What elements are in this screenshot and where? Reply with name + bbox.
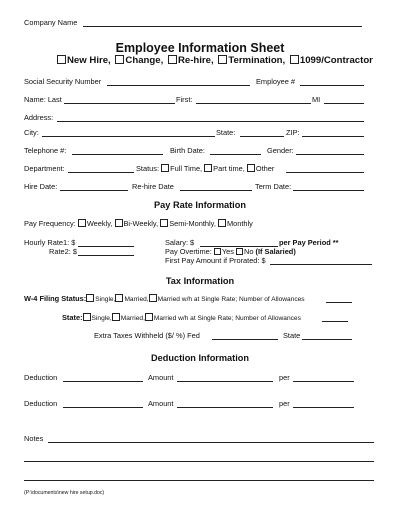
rate2-field[interactable] xyxy=(78,255,134,256)
semimonthly-label: Semi-Monthly, xyxy=(169,219,216,228)
salary-label: Salary: $ xyxy=(165,238,195,247)
if-salaried-label: (If Salaried) xyxy=(255,247,296,256)
term-date-field[interactable] xyxy=(293,190,364,191)
state-allowances-field[interactable] xyxy=(322,321,348,322)
w4-single-label: Single, xyxy=(95,296,116,303)
weekly-checkbox[interactable] xyxy=(78,219,86,227)
ssn-field[interactable] xyxy=(107,85,250,86)
middle-initial-field[interactable] xyxy=(324,103,364,104)
other-status-field[interactable] xyxy=(286,172,364,173)
amount1-field[interactable] xyxy=(177,381,273,382)
w4-single-checkbox[interactable] xyxy=(86,294,94,302)
monthly-checkbox[interactable] xyxy=(218,219,226,227)
semimonthly-checkbox[interactable] xyxy=(160,219,168,227)
state-filing-row xyxy=(62,313,301,324)
status-label: Status: xyxy=(136,164,160,173)
new-hire-checkbox[interactable] xyxy=(57,55,66,64)
notes-label: Notes xyxy=(24,434,44,443)
deduction2-label: Deduction xyxy=(24,399,58,408)
notes-line-1[interactable] xyxy=(48,442,374,443)
status-row xyxy=(136,164,274,174)
termination-label: Termination, xyxy=(228,55,286,66)
rate2-label: Rate2: $ xyxy=(49,247,77,256)
per1-label: per xyxy=(279,373,290,382)
state-label: State: xyxy=(216,128,236,137)
new-hire-label: New Hire, xyxy=(67,55,111,66)
term-date-label: Term Date: xyxy=(255,182,292,191)
telephone-field[interactable] xyxy=(72,154,163,155)
telephone-label: Telephone #: xyxy=(24,146,67,155)
rehire-date-label: Re-hire Date xyxy=(132,182,174,191)
zip-field[interactable] xyxy=(302,136,364,137)
other-checkbox[interactable] xyxy=(247,164,255,172)
hire-date-field[interactable] xyxy=(60,190,128,191)
state-married-single-rate-checkbox[interactable] xyxy=(145,313,153,321)
state-field[interactable] xyxy=(240,136,284,137)
department-field[interactable] xyxy=(68,172,134,173)
extra-state-field[interactable] xyxy=(302,339,352,340)
address-field[interactable] xyxy=(57,121,364,122)
employment-type-row xyxy=(57,55,373,66)
state-single-label: Single, xyxy=(91,315,112,322)
change-checkbox[interactable] xyxy=(115,55,124,64)
amount2-label: Amount xyxy=(148,399,174,408)
termination-checkbox[interactable] xyxy=(218,55,227,64)
gender-field[interactable] xyxy=(296,154,364,155)
rehire-date-field[interactable] xyxy=(180,190,252,191)
state-married-checkbox[interactable] xyxy=(112,313,120,321)
weekly-label: Weekly, xyxy=(86,219,113,228)
full-time-label: Full Time, xyxy=(170,164,203,173)
w4-allowances-field[interactable] xyxy=(326,302,352,303)
state-single-checkbox[interactable] xyxy=(83,313,91,321)
w4-married-checkbox[interactable] xyxy=(115,294,123,302)
hire-date-label: Hire Date: xyxy=(24,182,58,191)
city-field[interactable] xyxy=(42,136,215,137)
first-name-field[interactable] xyxy=(196,103,311,104)
pay-rate-heading: Pay Rate Information xyxy=(154,200,246,210)
gender-label: Gender: xyxy=(267,146,294,155)
rehire-label: Re-hire, xyxy=(177,55,214,66)
change-label: Change, xyxy=(125,55,164,66)
pay-overtime-label: Pay Overtime: xyxy=(165,247,212,256)
last-name-label: Name: Last xyxy=(24,95,62,104)
w4-married-single-rate-checkbox[interactable] xyxy=(149,294,157,302)
per2-label: per xyxy=(279,399,290,408)
full-time-checkbox[interactable] xyxy=(161,164,169,172)
state-married-single-rate-label: Married w/h at Single Rate; Number of Allowances xyxy=(153,315,301,322)
overtime-no-label: No xyxy=(244,247,254,256)
birth-date-label: Birth Date: xyxy=(170,146,205,155)
deduction-heading: Deduction Information xyxy=(151,353,249,363)
deduction1-label: Deduction xyxy=(24,373,58,382)
company-name-field[interactable] xyxy=(83,26,362,27)
address-label: Address: xyxy=(24,113,54,122)
amount1-label: Amount xyxy=(148,373,174,382)
first-name-label: First: xyxy=(176,95,193,104)
extra-state-label: State xyxy=(283,331,301,340)
state-filing-label: State: xyxy=(62,313,83,322)
deduction2-field[interactable] xyxy=(63,407,143,408)
department-label: Department: xyxy=(24,164,65,173)
pay-frequency-label: Pay Frequency: xyxy=(24,219,76,228)
extra-fed-field[interactable] xyxy=(212,339,278,340)
hourly-rate1-label: Hourly Rate1: $ xyxy=(24,238,76,247)
hourly-rate1-field[interactable] xyxy=(78,246,134,247)
company-name-label: Company Name xyxy=(24,18,78,27)
footer-file-path: (P:\documents\new hire setup.doc) xyxy=(24,490,105,496)
overtime-yes-label: Yes xyxy=(221,247,234,256)
overtime-no-checkbox[interactable] xyxy=(236,248,243,255)
city-label: City: xyxy=(24,128,39,137)
tax-heading: Tax Information xyxy=(165,276,235,286)
biweekly-checkbox[interactable] xyxy=(115,219,123,227)
birth-date-field[interactable] xyxy=(210,154,261,155)
per1-field[interactable] xyxy=(293,381,354,382)
page-title: Employee Information Sheet xyxy=(115,41,285,55)
employee-number-field[interactable] xyxy=(300,85,364,86)
deduction1-field[interactable] xyxy=(63,381,143,382)
monthly-label: Monthly xyxy=(226,219,253,228)
part-time-label: Part time, xyxy=(213,164,245,173)
notes-line-3[interactable] xyxy=(24,480,374,481)
middle-initial-label: MI xyxy=(312,95,321,104)
pay-frequency-row xyxy=(24,219,253,229)
first-pay-label: First Pay Amount if Prorated: $ xyxy=(165,256,266,265)
notes-line-2[interactable] xyxy=(24,461,374,462)
biweekly-label: Bi-Weekly, xyxy=(123,219,159,228)
contractor-checkbox[interactable] xyxy=(290,55,299,64)
w4-filing-row xyxy=(24,294,305,305)
per2-field[interactable] xyxy=(293,407,354,408)
part-time-checkbox[interactable] xyxy=(204,164,212,172)
w4-married-label: Married, xyxy=(124,296,149,303)
overtime-yes-checkbox[interactable] xyxy=(214,248,221,255)
amount2-field[interactable] xyxy=(177,407,273,408)
ssn-label: Social Security Number xyxy=(24,77,102,86)
other-label: Other xyxy=(255,164,275,173)
employee-number-label: Employee # xyxy=(256,77,296,86)
contractor-label: 1099/Contractor xyxy=(299,55,373,66)
zip-label: ZIP: xyxy=(286,128,300,137)
w4-filing-label: W-4 Filing Status: xyxy=(24,294,87,303)
w4-married-single-rate-label: Married w/h at Single Rate; Number of Allowances xyxy=(157,296,305,303)
per-pay-period-label: per Pay Period ** xyxy=(279,238,339,247)
first-pay-field[interactable] xyxy=(270,264,372,265)
last-name-field[interactable] xyxy=(64,103,175,104)
extra-taxes-label: Extra Taxes Withheld ($/ %) Fed xyxy=(94,331,200,340)
rehire-checkbox[interactable] xyxy=(168,55,177,64)
state-married-label: Married, xyxy=(120,315,145,322)
